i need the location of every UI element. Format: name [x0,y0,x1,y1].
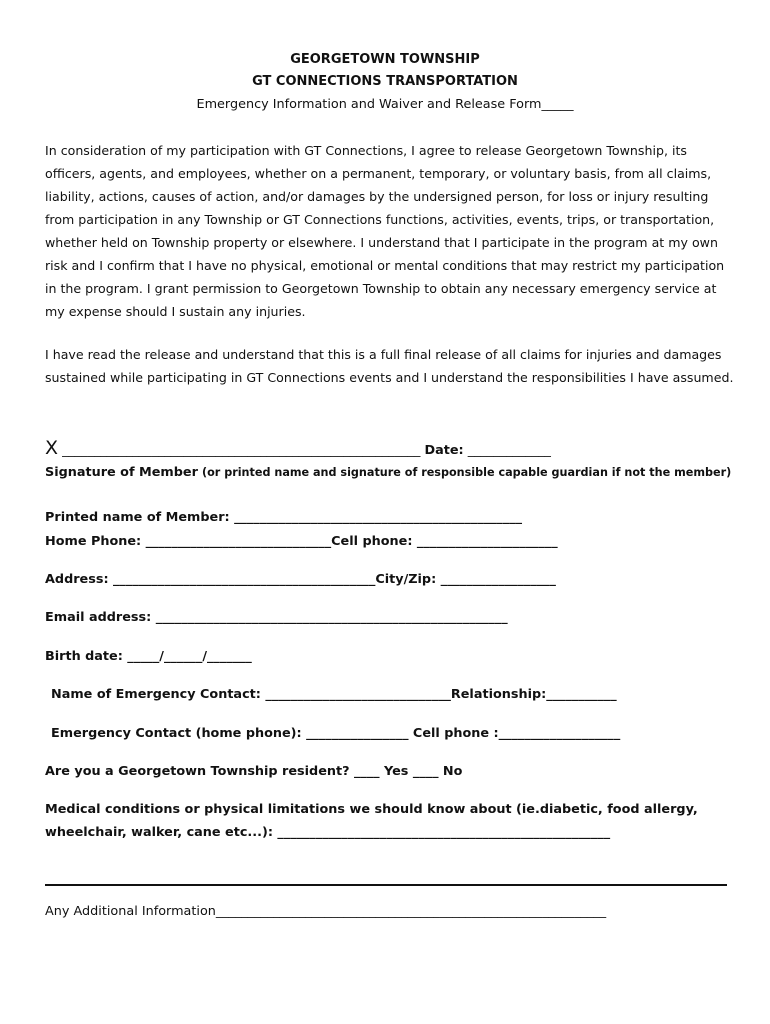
release-paragraph: In consideration of my participation with GT Connections, I agree to release Georgetown Township, its officers, agents, and employees, whether on a permanent, temporary, or voluntary basis, from all claims, liability, actions, causes of action, and/or damages by the undersigned person, for loss or injury resulting from participation in any Township or GT Connections functions, activities, events, trips, or transportation, whether held on Township property or elsewhere. I understand that I participate in the program at my own risk and I confirm that I have no physical, emotional or mental conditions that may restrict my participation in the program. I grant permission to Georgetown Township to obtain any necessary emergency service at my expense should I sustain any injuries. [45,143,725,319]
signature-note: (or printed name and signature of responsible capable guardian if not the member) [201,466,732,479]
date-blank[interactable]: _____________ [467,443,551,458]
medical-field[interactable]: wheelchair, walker, cane etc...): ____________________________________________________ [45,825,611,840]
printed-name-field[interactable]: Printed name of Member: _____________________________________________ [45,510,523,525]
township-title: GEORGETOWN TOWNSHIP [290,52,480,67]
signature-x-mark: X [45,437,59,459]
resident-question[interactable]: Are you a Georgetown Township resident? ____ Yes ____ No [45,764,463,779]
email-field[interactable]: Email address: _______________________________________________________ [45,610,508,625]
signature-label: Signature of Member [45,465,198,480]
form-title: Emergency Information and Waiver and Release Form_____ [196,97,574,112]
signature-caption [45,465,731,480]
program-title: GT CONNECTIONS TRANSPORTATION [252,74,518,89]
emergency-phone-field[interactable]: Emergency Contact (home phone): ________________ Cell phone :___________________ [51,726,621,741]
address-field[interactable]: Address: _________________________________________City/Zip: __________________ [45,572,556,587]
birth-date-field[interactable]: Birth date: _____/______/_______ [45,649,252,664]
signature-line[interactable] [45,437,551,459]
acknowledgement-paragraph: I have read the release and understand that this is a full final release of all claims for injuries and damages sustained while participating in GT Connections events and I understand the responsibilities I have assumed. [45,347,734,385]
additional-info-field[interactable]: Any Additional Information_____________________________________________________________ [45,904,607,919]
phone-field[interactable]: Home Phone: _____________________________Cell phone: ______________________ [45,534,558,549]
divider-line [45,884,727,886]
emergency-contact-field[interactable]: Name of Emergency Contact: _____________________________Relationship:___________ [51,687,617,702]
signature-blank[interactable]: ________________________________________________________ [62,443,421,458]
medical-question: Medical conditions or physical limitations we should know about (ie.diabetic, food allergy, [45,802,698,817]
date-label: Date: [424,443,464,458]
